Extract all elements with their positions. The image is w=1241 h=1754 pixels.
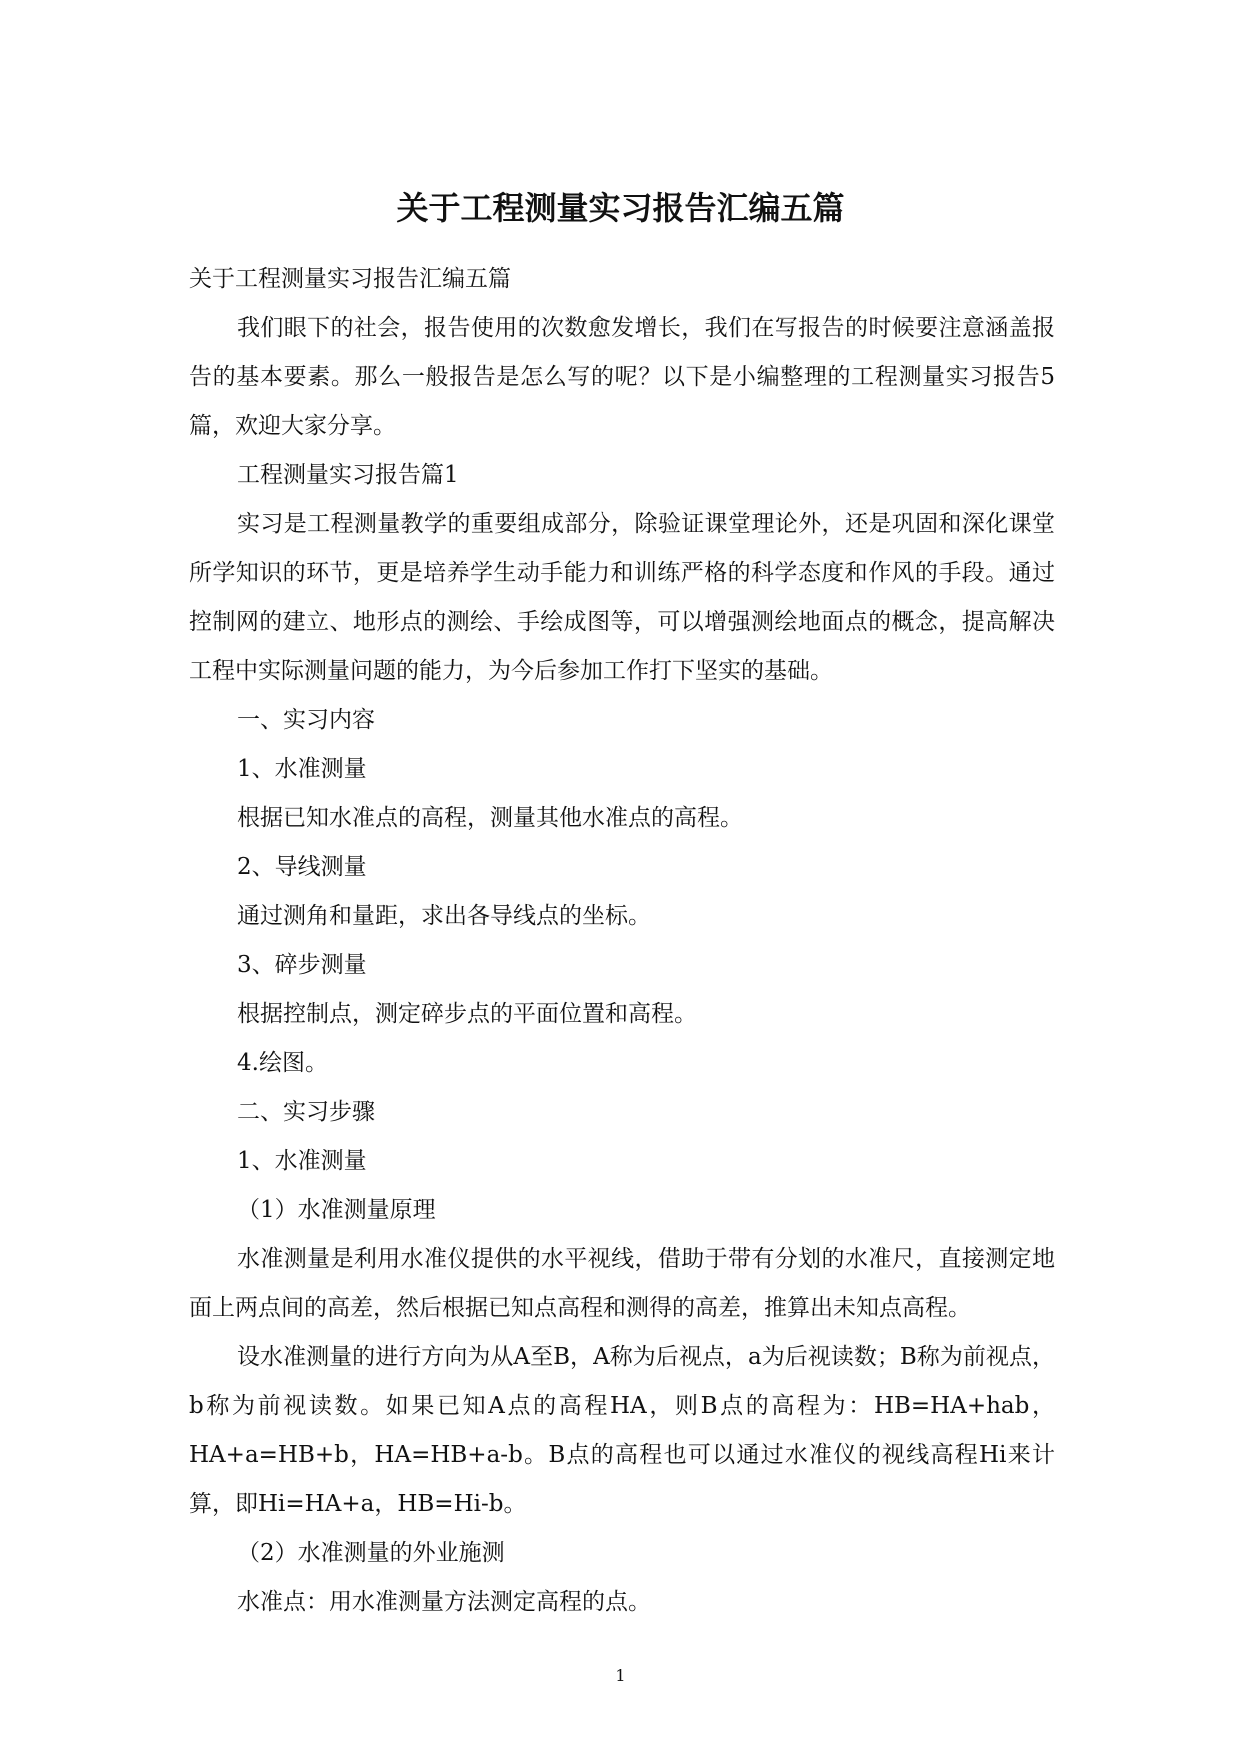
body-paragraph: 水准点：用水准测量方法测定高程的点。 [237,1589,651,1615]
section-heading-steps: 二、实习步骤 [237,1099,375,1125]
section-heading-report-1: 工程测量实习报告篇1 [237,462,459,488]
intro-paragraph: 我们眼下的社会，报告使用的次数愈发增长，我们在写报告的时候要注意涵盖报告的基本要素。那么一般报告是怎么写的呢？以下是小编整理的工程测量实习报告5篇，欢迎大家分享。 [189,315,1055,439]
body-paragraph: 设水准测量的进行方向为从A至B，A称为后视点，a为后视读数；B称为前视点，b称为前视读数。如果已知A点的高程HA，则B点的高程为：HB=HA+hab，HA+a=HB+b，HA=HB+a-b。B点的高程也可以通过水准仪的视线高程Hi来计算，即Hi=HA+a，HB=Hi-b。 [189,1344,1055,1517]
document-title: 关于工程测量实习报告汇编五篇 [396,189,845,227]
section-heading-content: 一、实习内容 [237,707,375,733]
sub-heading: （1）水准测量原理 [237,1197,436,1223]
document-body [189,255,1055,1627]
body-paragraph: 水准测量是利用水准仪提供的水平视线，借助于带有分划的水准尺，直接测定地面上两点间的高差，然后根据已知点高程和测得的高差，推算出未知点高程。 [189,1246,1055,1321]
list-item-heading: 4.绘图。 [237,1050,328,1076]
list-item-heading: 3、碎步测量 [237,952,367,978]
list-item-heading: 1、水准测量 [237,1148,367,1174]
document-subtitle: 关于工程测量实习报告汇编五篇 [189,266,511,292]
list-item-heading: 2、导线测量 [237,854,367,880]
sub-heading: （2）水准测量的外业施测 [237,1540,505,1566]
list-item-text: 根据控制点，测定碎步点的平面位置和高程。 [237,1001,697,1027]
list-item-heading: 1、水准测量 [237,756,367,782]
list-item-text: 根据已知水准点的高程，测量其他水准点的高程。 [237,805,743,831]
body-paragraph: 实习是工程测量教学的重要组成部分，除验证课堂理论外，还是巩固和深化课堂所学知识的环节，更是培养学生动手能力和训练严格的科学态度和作风的手段。通过控制网的建立、地形点的测绘、手绘成图等，可以增强测绘地面点的概念，提高解决工程中实际测量问题的能力，为今后参加工作打下坚实的基础。 [189,511,1055,684]
page-number: 1 [615,1666,626,1685]
list-item-text: 通过测角和量距，求出各导线点的坐标。 [237,903,651,929]
